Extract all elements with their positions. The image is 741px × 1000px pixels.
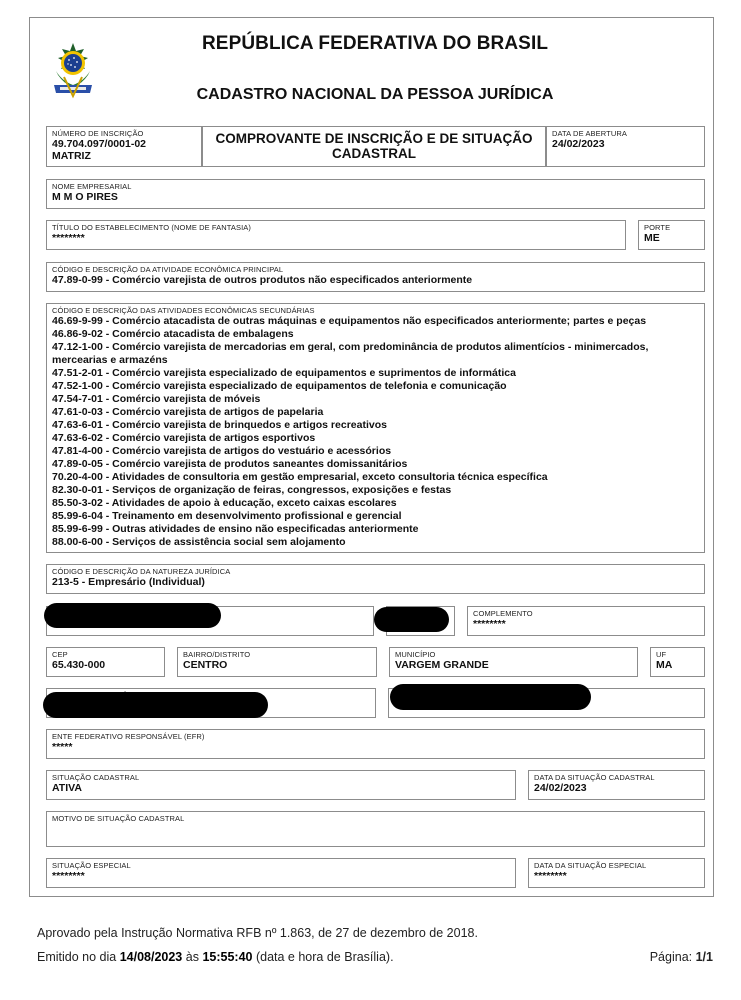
nome-empresarial-value: M M O PIRES xyxy=(52,191,118,203)
list-item: 88.00-6-00 - Serviços de assistência social sem alojamento xyxy=(52,536,346,548)
list-item: 85.50-3-02 - Atividades de apoio à educação, exceto caixas escolares xyxy=(52,497,397,509)
abertura-box xyxy=(546,126,705,167)
list-item: 46.86-9-02 - Comércio atacadista de embalagens xyxy=(52,328,294,340)
list-item: 70.20-4-00 - Atividades de consultoria em gestão empresarial, exceto consultoria técnica específica xyxy=(52,471,548,483)
situacao-cadastral-value: ATIVA xyxy=(52,782,82,794)
list-item: 47.63-6-02 - Comércio varejista de artigos esportivos xyxy=(52,432,316,444)
natureza-juridica-box xyxy=(46,564,705,594)
situacao-especial-label: SITUAÇÃO ESPECIAL xyxy=(52,861,131,870)
porte-value: ME xyxy=(644,232,660,244)
nome-empresarial-label: NOME EMPRESARIAL xyxy=(52,182,132,191)
data-situacao-especial-box xyxy=(528,858,705,888)
data-situacao-value: 24/02/2023 xyxy=(534,782,587,794)
atividades-secundarias-box xyxy=(46,303,705,553)
abertura-value: 24/02/2023 xyxy=(552,138,605,150)
list-item: 47.89-0-05 - Comércio varejista de produtos saneantes domissanitários xyxy=(52,458,408,470)
situacao-cadastral-label: SITUAÇÃO CADASTRAL xyxy=(52,773,140,782)
natureza-juridica-label: CÓDIGO E DESCRIÇÃO DA NATUREZA JURÍDICA xyxy=(52,567,231,576)
inscricao-box xyxy=(46,126,202,167)
municipio-value: VARGEM GRANDE xyxy=(395,659,489,671)
header-subtitle: CADASTRO NACIONAL DA PESSOA JURÍDICA xyxy=(196,86,554,103)
efr-label: ENTE FEDERATIVO RESPONSÁVEL (EFR) xyxy=(52,732,205,741)
porte-label: PORTE xyxy=(644,223,671,232)
comprovante-title xyxy=(203,131,545,161)
bairro-label: BAIRRO/DISTRITO xyxy=(183,650,251,659)
bairro-box xyxy=(177,647,377,677)
page-number-label: Página: xyxy=(649,950,693,964)
page-number xyxy=(650,950,713,964)
list-item: 47.51-2-01 - Comércio varejista especializado de equipamentos e suprimentos de informática xyxy=(52,367,516,379)
header-title: REPÚBLICA FEDERATIVA DO BRASIL xyxy=(201,33,549,54)
emission-date: 14/08/2023 xyxy=(119,950,183,964)
comprovante-title-line2: CADASTRAL xyxy=(332,146,416,161)
emission-mid: às xyxy=(185,950,199,964)
list-item: 47.63-6-01 - Comércio varejista de brinquedos e artigos recreativos xyxy=(52,419,387,431)
complemento-label: COMPLEMENTO xyxy=(473,609,533,618)
atividades-secundarias-label: CÓDIGO E DESCRIÇÃO DAS ATIVIDADES ECONÔMICAS SECUNDÁRIAS xyxy=(52,306,315,315)
list-item: 46.69-9-99 - Comércio atacadista de outras máquinas e equipamentos não especificados anteriormente; partes e peças xyxy=(52,315,647,327)
emission-time: 15:55:40 xyxy=(202,950,253,964)
municipio-label: MUNICÍPIO xyxy=(395,650,436,659)
page-number-value: 1/1 xyxy=(695,950,713,964)
list-item: 47.61-0-03 - Comércio varejista de artigos de papelaria xyxy=(52,406,324,418)
efr-value: ***** xyxy=(52,741,73,753)
inscricao-type: MATRIZ xyxy=(52,150,91,162)
cep-box xyxy=(46,647,165,677)
list-item: 85.99-6-99 - Outras atividades de ensino não especificadas anteriormente xyxy=(52,523,419,535)
inscricao-label: NÚMERO DE INSCRIÇÃO xyxy=(52,129,144,138)
uf-value: MA xyxy=(656,659,673,671)
data-situacao-especial-value: ******** xyxy=(534,870,567,882)
porte-box xyxy=(638,220,705,250)
list-item: 47.52-1-00 - Comércio varejista especializado de equipamentos de telefonia e comunicação xyxy=(52,380,507,392)
uf-box xyxy=(650,647,705,677)
inscricao-number: 49.704.097/0001-02 xyxy=(52,138,147,150)
complemento-box xyxy=(467,606,705,636)
list-item: 47.54-7-01 - Comércio varejista de móveis xyxy=(52,393,261,405)
titulo-value: ******** xyxy=(52,232,85,244)
complemento-value: ******** xyxy=(473,618,506,630)
data-situacao-especial-label: DATA DA SITUAÇÃO ESPECIAL xyxy=(534,861,647,870)
atividade-principal-value: 47.89-0-99 - Comércio varejista de outros produtos não especificados anteriormente xyxy=(52,274,473,286)
comprovante-title-line1: COMPROVANTE DE INSCRIÇÃO E DE SITUAÇÃO xyxy=(215,131,533,146)
redaction-mark xyxy=(44,603,221,628)
redaction-mark xyxy=(374,607,449,632)
bairro-value: CENTRO xyxy=(183,659,228,671)
cep-value: 65.430-000 xyxy=(52,659,106,671)
atividade-principal-label: CÓDIGO E DESCRIÇÃO DA ATIVIDADE ECONÔMICA PRINCIPAL xyxy=(52,265,284,274)
efr-box xyxy=(46,729,705,759)
list-item: 47.81-4-00 - Comércio varejista de artigos do vestuário e acessórios xyxy=(52,445,392,457)
brazil-coat-of-arms-icon xyxy=(50,41,96,99)
situacao-especial-box xyxy=(46,858,516,888)
data-situacao-label: DATA DA SITUAÇÃO CADASTRAL xyxy=(534,773,655,782)
abertura-label: DATA DE ABERTURA xyxy=(552,129,627,138)
natureza-juridica-value: 213-5 - Empresário (Individual) xyxy=(52,576,205,588)
list-item: 82.30-0-01 - Serviços de organização de feiras, congressos, exposições e festas xyxy=(52,484,452,496)
list-item: 47.12-1-00 - Comércio varejista de mercadorias em geral, com predominância de produtos alimentícios - minimercados, mercearias e armazéns xyxy=(52,341,649,366)
approval-note: Aprovado pela Instrução Normativa RFB nº 1.863, de 27 de dezembro de 2018. xyxy=(37,926,478,940)
atividades-secundarias-list xyxy=(52,315,702,549)
municipio-box xyxy=(389,647,638,677)
motivo-situacao-label: MOTIVO DE SITUAÇÃO CADASTRAL xyxy=(52,814,185,823)
situacao-cadastral-box xyxy=(46,770,516,800)
uf-label: UF xyxy=(656,650,667,659)
redaction-mark xyxy=(43,692,268,718)
motivo-situacao-box xyxy=(46,811,705,847)
cep-label: CEP xyxy=(52,650,68,659)
atividade-principal-box xyxy=(46,262,705,292)
emission-prefix: Emitido no dia xyxy=(37,950,117,964)
comprovante-box xyxy=(202,126,546,167)
emission-info xyxy=(37,950,394,964)
data-situacao-box xyxy=(528,770,705,800)
list-item: 85.99-6-04 - Treinamento em desenvolvimento profissional e gerencial xyxy=(52,510,402,522)
emission-suffix: (data e hora de Brasília). xyxy=(255,950,394,964)
redaction-mark xyxy=(390,684,591,710)
titulo-box xyxy=(46,220,626,250)
nome-empresarial-box xyxy=(46,179,705,209)
situacao-especial-value: ******** xyxy=(52,870,85,882)
titulo-label: TÍTULO DO ESTABELECIMENTO (NOME DE FANTASIA) xyxy=(52,223,252,232)
